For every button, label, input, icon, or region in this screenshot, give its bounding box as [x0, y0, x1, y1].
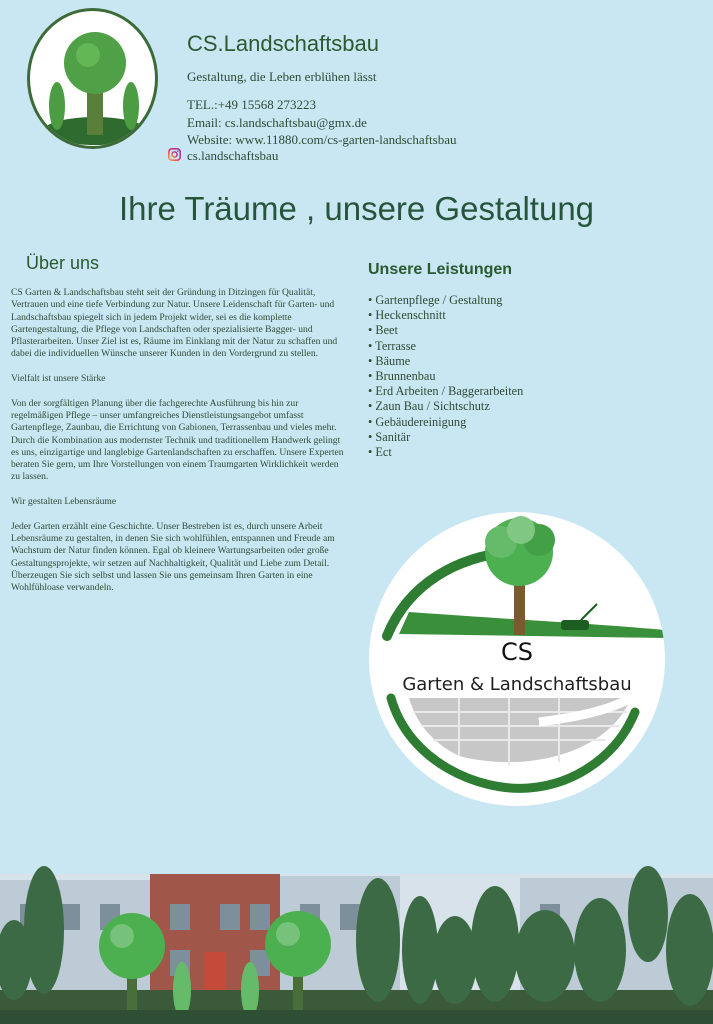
about-subheading-1: Vielfalt ist unsere Stärke — [11, 373, 106, 385]
list-item: • Gebäudereinigung — [368, 415, 523, 430]
company-badge-logo — [369, 512, 665, 806]
tree-logo-icon — [27, 8, 158, 149]
email-text[interactable]: Email: cs.landschaftsbau@gmx.de — [187, 115, 367, 130]
list-item: • Bäume — [368, 354, 523, 369]
page-headline: Ihre Träume , unsere Gestaltung — [118, 190, 595, 227]
list-item: • Gartenpflege / Gestaltung — [368, 293, 523, 308]
about-subheading-2: Wir gestalten Lebensräume — [11, 496, 117, 508]
services-list — [368, 293, 523, 460]
list-item: • Sanitär — [368, 430, 523, 445]
brand-name: CS.Landschaftsbau — [187, 31, 380, 56]
about-text — [11, 287, 346, 607]
list-item: • Ect — [368, 445, 523, 460]
list-item: • Brunnenbau — [368, 369, 523, 384]
about-paragraph-1: CS Garten & Landschaftsbau steht seit der Gründung in Ditzingen für Qualität, Vertrauen und eine tiefe Verbindung zur Natur. Unsere Leidenschaft für Garten- und Landschaftsbau spiegelt sich in jedem Projekt wider, sei es die komplette Gartengestaltung, die Pflege von Landschaften oder spezialisierte Bagger- und Pflasterarbeiten. Unser Ziel ist es, Räume im Einklang mit der Natur zu schaffen und dabei die individuellen Wünsche unserer Kunden in den Vordergrund zu stellen. — [11, 287, 338, 360]
tagline: Gestaltung, die Leben erblühen lässt — [187, 69, 377, 84]
website-text[interactable]: Website: www.11880.com/cs-garten-landschaftsbau — [187, 132, 457, 147]
about-paragraph-3: Jeder Garten erzählt eine Geschichte. Unser Bestreben ist es, durch unsere Arbeit Lebensräume zu gestalten, in denen Sie sich wohlfühlen, entspannen und Freude am Wachstum der Natur finden können. Egal ob kleinere Wartungsarbeiten oder große Gestaltungsprojekte, wir setzen auf Nachhaltigkeit, Qualität und Liebe zum Detail. Überzeugen Sie sich selbst und lassen Sie uns gemeinsam Ihren Garten in eine Wohlfühloase verwandeln. — [11, 520, 335, 594]
street-illustration — [0, 840, 713, 1024]
list-item: • Heckenschnitt — [368, 308, 523, 323]
instagram-handle[interactable]: cs.landschaftsbau — [187, 148, 279, 163]
list-item: • Erd Arbeiten / Baggerarbeiten — [368, 384, 523, 399]
services-title: Unsere Leistungen — [368, 261, 513, 278]
badge-initials: CS — [501, 638, 533, 666]
about-paragraph-2: Von der sorgfältigen Planung über die fachgerechte Ausführung bis hin zur regelmäßigen Pflege – unser umfangreiches Dienstleistungsangebot umfasst Gartenpflege, Zaunbau, die Errichtung von Gabionen, Terrassenbau und vieles mehr. Durch die Kombination aus modernster Technik und traditionellem Handwerk gelingt es uns, einzigartige und langlebige Gartenlandschaften zu erschaffen. Unsere Experten beraten Sie gern, um Ihre Vorstellungen von einem Traumgarten Wirklichkeit werden zu lassen. — [11, 397, 344, 483]
list-item: • Terrasse — [368, 339, 523, 354]
instagram-icon[interactable] — [168, 148, 181, 161]
about-title: Über uns — [26, 253, 100, 273]
list-item: • Zaun Bau / Sichtschutz — [368, 399, 523, 414]
badge-company-name: Garten & Landschaftsbau — [402, 674, 632, 695]
list-item: • Beet — [368, 323, 523, 338]
phone-text[interactable]: TEL.:+49 15568 273223 — [187, 97, 317, 112]
